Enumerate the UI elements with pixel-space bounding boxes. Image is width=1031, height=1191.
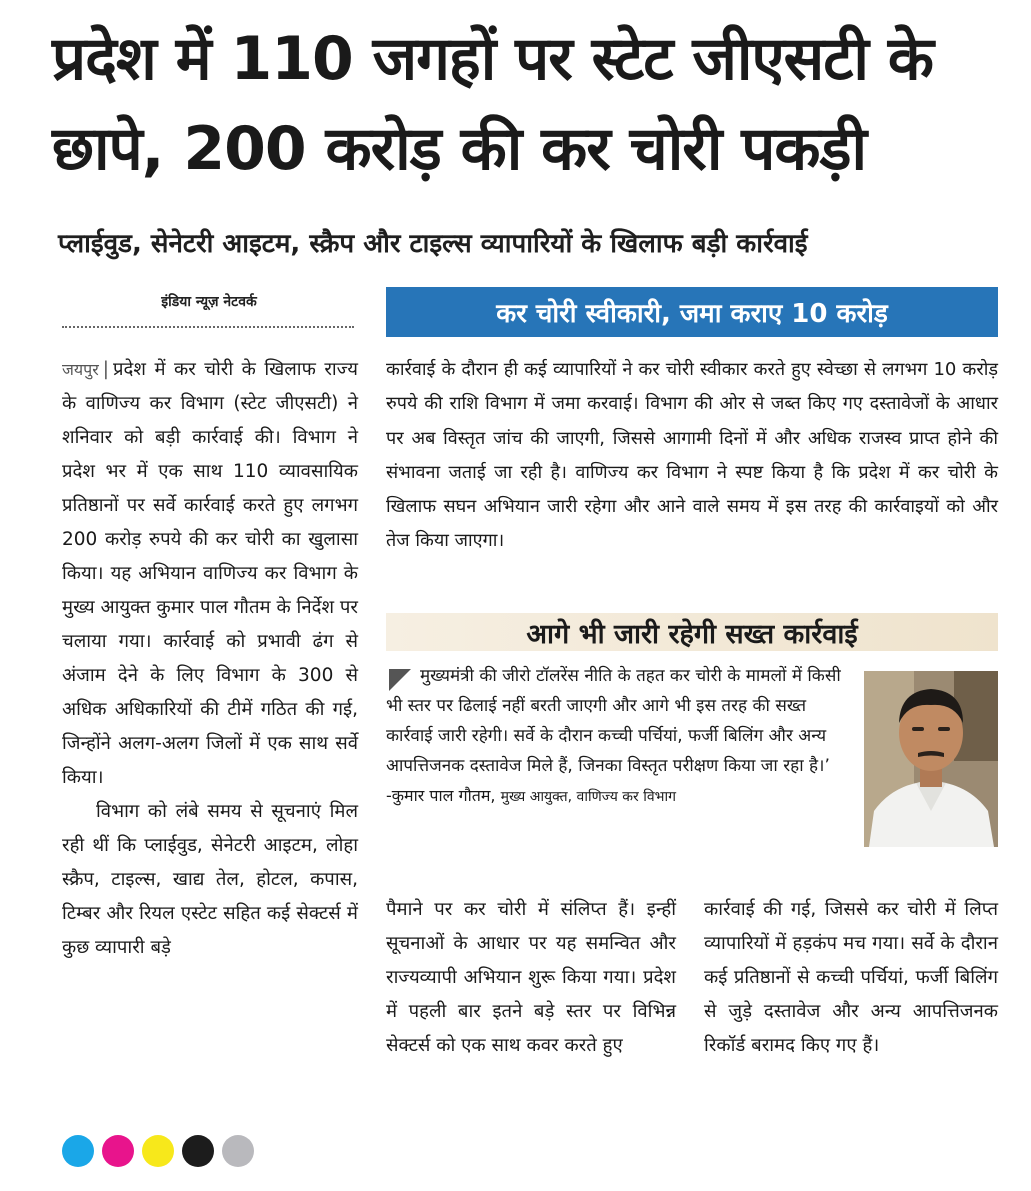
black-dot bbox=[182, 1135, 214, 1167]
quote-attribution bbox=[386, 781, 856, 812]
official-portrait-photo bbox=[864, 671, 998, 847]
paragraph-1 bbox=[62, 353, 358, 795]
paragraph-2: विभाग को लंबे समय से सूचनाएं मिल रही थीं कि प्लाईवुड, सेनेटरी आइटम, लोहा स्क्रैप, टाइल्स, खाद्य तेल, होटल, कपास, टिम्बर और रियल एस्टेट सहित कई सेक्टर्स में कुछ व्यापारी बड़े bbox=[62, 801, 358, 958]
headline-line-1: प्रदेश में 110 जगहों पर स्टेट जीएसटी के bbox=[52, 24, 933, 94]
dateline: जयपुर bbox=[62, 360, 99, 379]
headline-line-2: छापे, 200 करोड़ की कर चोरी पकड़ी bbox=[52, 114, 867, 184]
attribution-name: -कुमार पाल गौतम, bbox=[386, 786, 496, 805]
magenta-dot bbox=[102, 1135, 134, 1167]
dateline-separator: | bbox=[102, 359, 110, 380]
article-column-3 bbox=[386, 893, 676, 1063]
box1-paragraph: कार्रवाई के दौरान ही कई व्यापारियों ने कर चोरी स्वीकार करते हुए स्वेच्छा से लगभग 10 करोड़ रुपये की राशि विभाग में जमा करवाई। विभाग की ओर से जब्त किए गए दस्तावेजों के आधार पर अब विस्तृत जांच की जाएगी, जिससे आगामी दिनों में और अधिक राजस्व प्राप्त होने की संभावना जताई जा रही है। वाणिज्य कर विभाग ने स्पष्ट किया है कि प्रदेश में कर चोरी के खिलाफ सघन अभियान जारी रहेगा और आने वाले समय में इस तरह की कार्रवाइयों को और तेज किया जाएगा। bbox=[386, 359, 998, 552]
yellow-dot bbox=[142, 1135, 174, 1167]
registration-dots bbox=[62, 1135, 254, 1167]
article-column-4 bbox=[704, 893, 998, 1063]
column-3-text: पैमाने पर कर चोरी में संलिप्त हैं। इन्हीं सूचनाओं के आधार पर यह समन्वित और राज्यव्यापी अभियान शुरू किया गया। प्रदेश में पहली बार इतने बड़े स्तर पर विभिन्न सेक्टर्स को एक साथ कवर करते हुए bbox=[386, 899, 676, 1056]
quote-text: मुख्यमंत्री की जीरो टॉलरेंस नीति के तहत कर चोरी के मामलों में किसी भी स्तर पर ढिलाई नहीं बरती जाएगी और आगे भी इस तरह की सख्त कार्रवाई जारी रहेगी। सर्वे के दौरान कच्ची पर्चियां, फर्जी बिलिंग और अन्य आपत्तिजनक दस्तावेज मिले हैं, जिनका विस्तृत परीक्षण किया जा रहा है।’ bbox=[386, 666, 841, 776]
gray-dot bbox=[222, 1135, 254, 1167]
article-column-1 bbox=[62, 353, 358, 965]
byline: इंडिया न्यूज़ नेटवर्क bbox=[161, 294, 257, 310]
box2-heading: आगे भी जारी रहेगी सख्त कार्रवाई bbox=[386, 613, 998, 651]
portrait-illustration bbox=[864, 671, 998, 847]
subheadline: प्लाईवुड, सेनेटरी आइटम, स्क्रैप और टाइल्स व्यापारियों के खिलाफ बड़ी कार्रवाई bbox=[58, 229, 808, 259]
headline bbox=[52, 14, 1002, 194]
cyan-dot bbox=[62, 1135, 94, 1167]
column-4-text: कार्रवाई की गई, जिससे कर चोरी में लिप्त व्यापारियों में हड़कंप मच गया। सर्वे के दौरान कई प्रतिष्ठानों से कच्ची पर्चियां, फर्जी बिलिंग से जुड़े दस्तावेज और अन्य आपत्तिजनक रिकॉर्ड बरामद किए गए हैं। bbox=[704, 899, 998, 1056]
quote-block bbox=[386, 661, 856, 812]
box1-body bbox=[386, 353, 998, 559]
paragraph-1-text: प्रदेश में कर चोरी के खिलाफ राज्य के वाणिज्य कर विभाग (स्टेट जीएसटी) ने शनिवार को बड़ी कार्रवाई की। विभाग ने प्रदेश भर में एक साथ 110 व्यावसायिक प्रतिष्ठानों पर सर्वे कार्रवाई करते हुए लगभग 200 करोड़ रुपये की कर चोरी का खुलासा किया। यह अभियान वाणिज्य कर विभाग के मुख्य आयुक्त कुमार पाल गौतम के निर्देश पर चलाया गया। कार्रवाई को प्रभावी ढंग से अंजाम देने के लिए विभाग के 300 से अधिक अधिकारियों की टीमें गठित की गई, जिन्होंने अलग-अलग जिलों में एक साथ सर्वे किया। bbox=[62, 359, 358, 788]
attribution-title: मुख्य आयुक्त, वाणिज्य कर विभाग bbox=[500, 789, 676, 805]
box1-heading: कर चोरी स्वीकारी, जमा कराए 10 करोड़ bbox=[386, 287, 998, 337]
byline-divider bbox=[62, 326, 354, 328]
